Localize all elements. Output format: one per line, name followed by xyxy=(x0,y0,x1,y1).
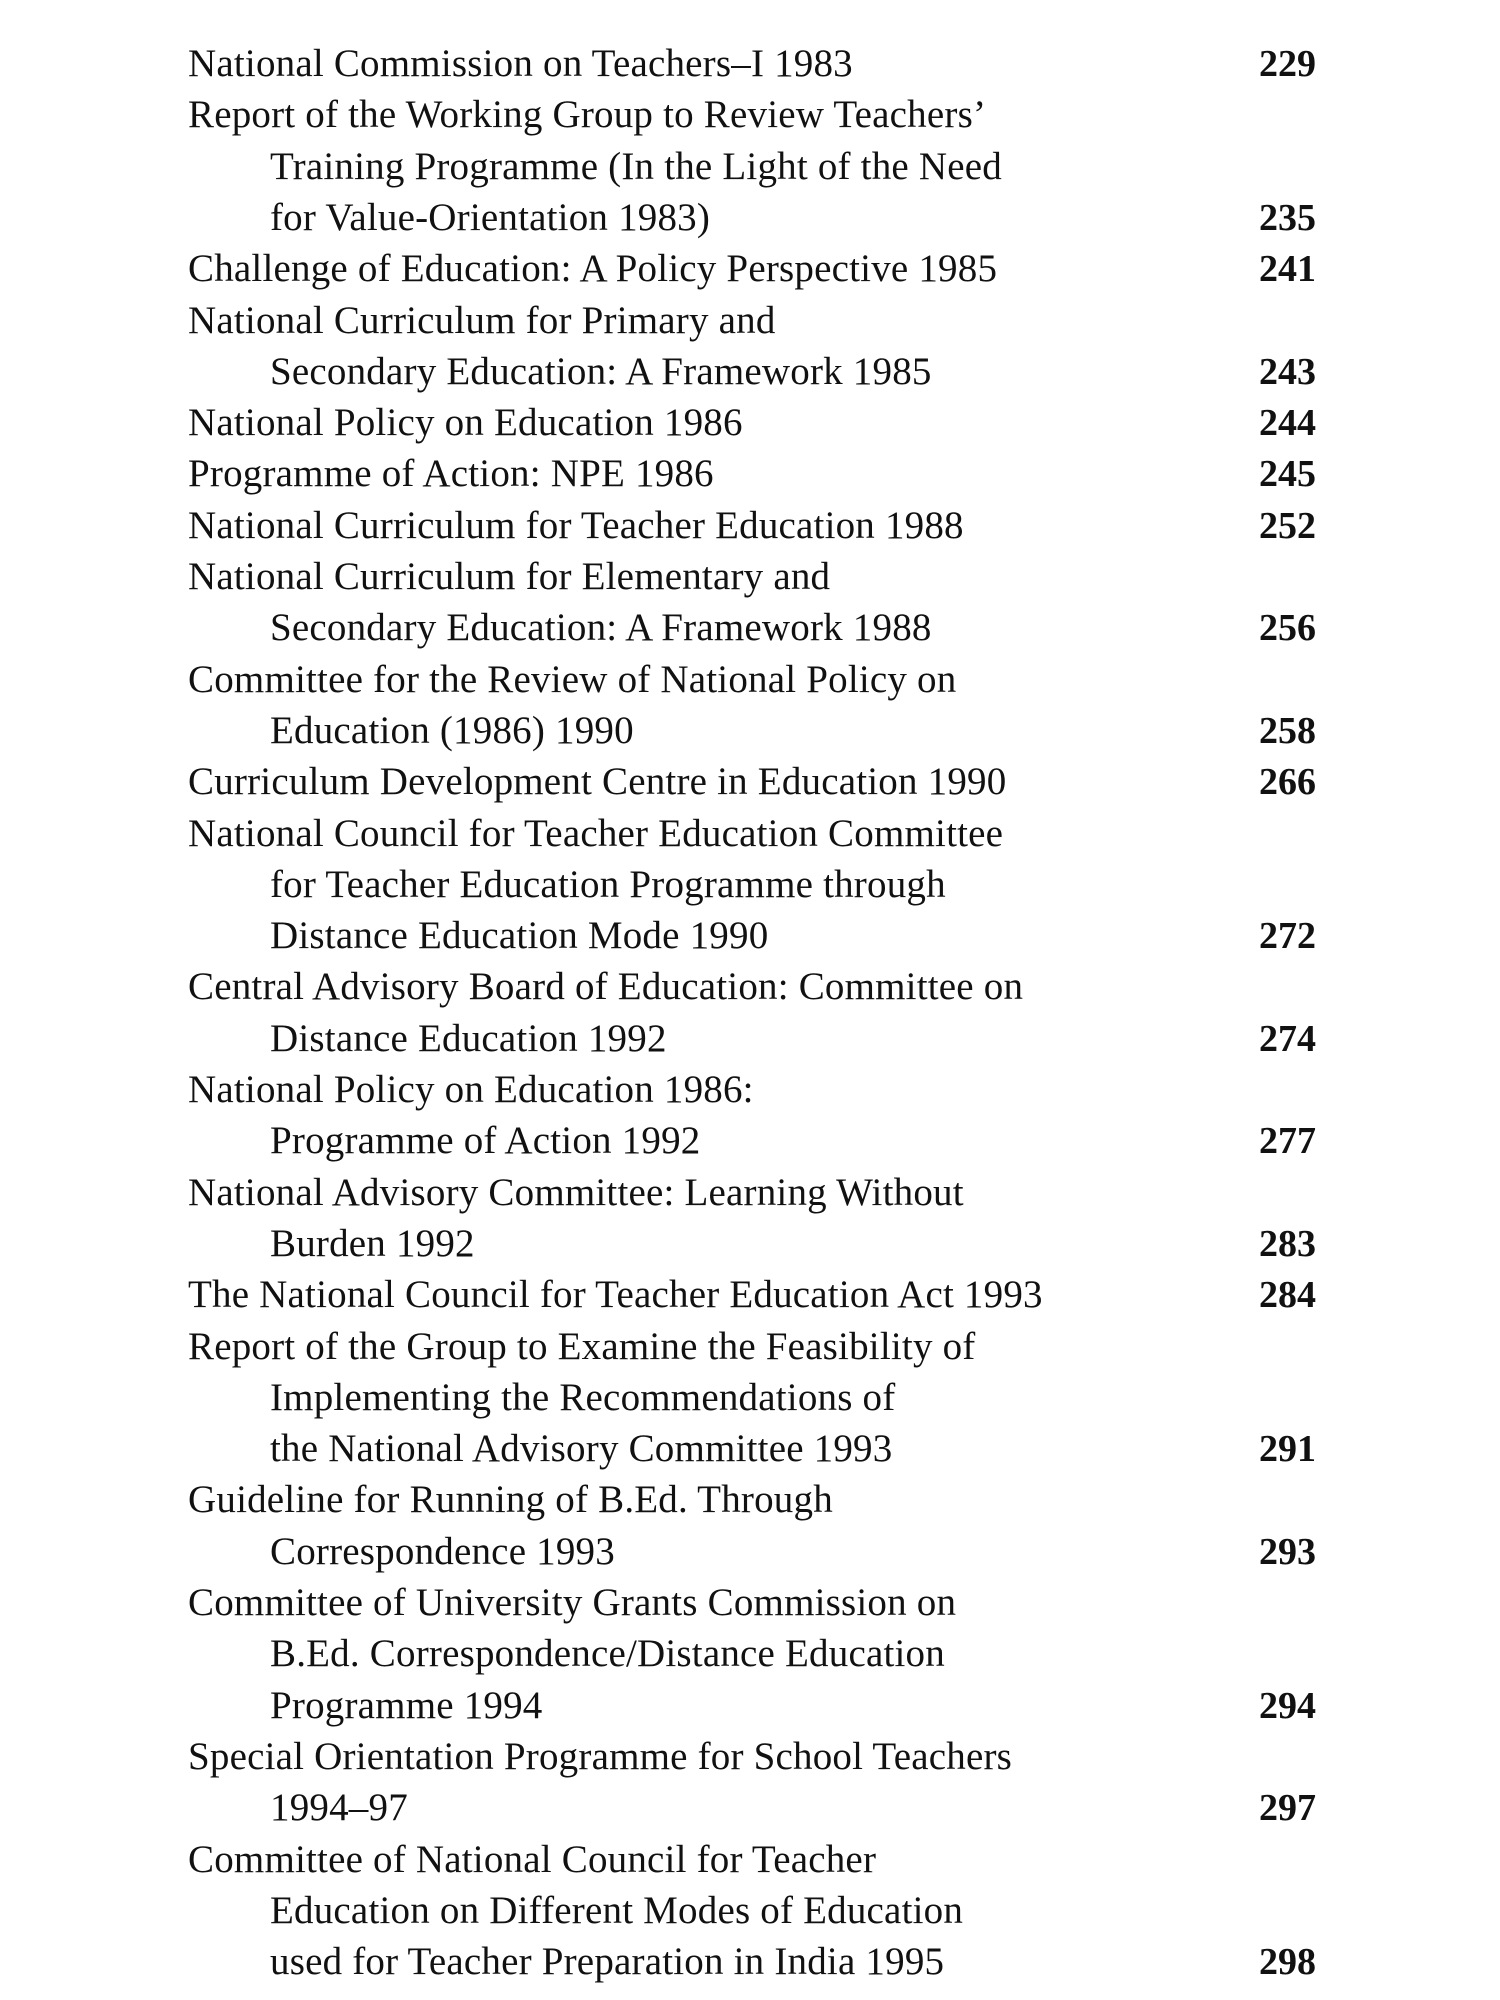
toc-entry-title: Programme of Action: NPE 1986 xyxy=(188,452,714,496)
toc-entry-title-continuation: Correspondence 1993 xyxy=(270,1529,615,1573)
toc-page-number: 283 xyxy=(1259,1222,1316,1265)
toc-entry-title-continuation: the National Advisory Committee 1993 xyxy=(270,1427,893,1471)
toc-entry xyxy=(188,1167,1338,1270)
toc-entry-title: National Curriculum for Elementary and xyxy=(188,555,831,598)
toc-entry-title-continuation: Distance Education Mode 1990 xyxy=(270,914,769,958)
toc-entry-title-continuation: Programme of Action 1992 xyxy=(270,1119,701,1163)
toc-entry xyxy=(188,1064,1338,1167)
toc-entry-title: Committee of University Grants Commission on xyxy=(188,1581,957,1624)
toc-entry-title: Central Advisory Board of Education: Committee on xyxy=(188,965,1024,1009)
toc-entry xyxy=(188,295,1338,398)
toc-page-number: 252 xyxy=(1259,504,1316,547)
toc-page-number: 284 xyxy=(1259,1274,1316,1317)
toc-page-number: 277 xyxy=(1259,1120,1316,1163)
toc-entry-title-continuation: Distance Education 1992 xyxy=(270,1016,667,1060)
toc-entry xyxy=(188,1474,1338,1577)
toc-entry xyxy=(188,808,1338,962)
toc-entry-title: Challenge of Education: A Policy Perspective 1985 xyxy=(188,247,998,291)
toc-page-number: 235 xyxy=(1259,196,1316,239)
toc-page-number: 291 xyxy=(1259,1428,1316,1471)
toc-entry xyxy=(188,1577,1338,1731)
toc-entry-title-continuation: 1994–97 xyxy=(270,1786,408,1830)
toc-entry-title-continuation: Education (1986) 1990 xyxy=(270,708,634,752)
toc-entry-title-continuation: Education on Different Modes of Education xyxy=(270,1888,964,1932)
toc-entry-title: Report of the Group to Examine the Feasibility of xyxy=(188,1324,976,1368)
toc-entry xyxy=(188,961,1338,1064)
toc-page-number: 266 xyxy=(1259,761,1316,804)
toc-entry-title: Guideline for Running of B.Ed. Through xyxy=(188,1478,833,1522)
toc-entry xyxy=(188,1321,1338,1475)
toc-page-number: 256 xyxy=(1259,607,1316,650)
toc-entry-title-continuation: Implementing the Recommendations of xyxy=(270,1375,896,1419)
toc-entry-title-continuation: Burden 1992 xyxy=(270,1221,475,1265)
toc-entry-title: National Curriculum for Primary and xyxy=(188,298,776,342)
toc-entry-title: Report of the Working Group to Review Teachers’ xyxy=(188,93,987,137)
toc-entry-title: National Curriculum for Teacher Education 1988 xyxy=(188,503,964,547)
toc-entry-title: National Policy on Education 1986 xyxy=(188,401,743,445)
toc-entry-title: National Council for Teacher Education Committee xyxy=(188,811,1004,855)
toc-page-number: 294 xyxy=(1259,1684,1316,1727)
toc-entry-title-continuation: Training Programme (In the Light of the Need xyxy=(270,144,1002,188)
toc-page-number: 244 xyxy=(1259,402,1316,445)
toc-entry-title: Curriculum Development Centre in Education 1990 xyxy=(188,760,1007,804)
toc-entry-title-continuation: for Teacher Education Programme through xyxy=(270,862,946,906)
toc-entry xyxy=(188,397,1338,448)
toc-entry xyxy=(188,756,1338,807)
toc-page-number: 293 xyxy=(1259,1530,1316,1573)
toc-entry xyxy=(188,89,1338,243)
toc-entry-title: Committee for the Review of National Policy on xyxy=(188,657,957,701)
toc-entry xyxy=(188,38,1338,89)
toc-entry-title-continuation: for Value-Orientation 1983) xyxy=(270,195,711,239)
toc-page-number: 229 xyxy=(1259,43,1316,85)
toc-page-number: 272 xyxy=(1259,915,1316,958)
toc-entry xyxy=(188,1731,1338,1834)
toc-entry xyxy=(188,654,1338,757)
table-of-contents xyxy=(188,38,1338,1988)
toc-entry xyxy=(188,448,1338,499)
toc-entry-title: The National Council for Teacher Education Act 1993 xyxy=(188,1273,1043,1317)
toc-page-number: 243 xyxy=(1259,350,1316,393)
toc-entry xyxy=(188,1834,1338,1988)
toc-entry-title: National Policy on Education 1986: xyxy=(188,1068,754,1111)
toc-entry-title: National Advisory Committee: Learning Without xyxy=(188,1170,964,1214)
toc-page-number: 258 xyxy=(1259,709,1316,752)
toc-page-number: 245 xyxy=(1259,453,1316,496)
toc-page-number: 298 xyxy=(1259,1941,1316,1984)
toc-page-number: 241 xyxy=(1259,248,1316,291)
toc-entry-title-continuation: Programme 1994 xyxy=(270,1683,543,1727)
toc-entry-title-continuation: Secondary Education: A Framework 1985 xyxy=(270,349,932,393)
toc-entry-title: Special Orientation Programme for School Teachers xyxy=(188,1734,1013,1778)
toc-entry-title-continuation: Secondary Education: A Framework 1988 xyxy=(270,606,932,650)
toc-page-number: 297 xyxy=(1259,1787,1316,1830)
toc-entry-title-continuation: used for Teacher Preparation in India 1995 xyxy=(270,1940,945,1984)
toc-entry xyxy=(188,500,1338,551)
toc-entry xyxy=(188,551,1338,654)
toc-entry-title: Committee of National Council for Teacher xyxy=(188,1837,877,1881)
toc-page-number: 274 xyxy=(1259,1017,1316,1060)
toc-entry xyxy=(188,1269,1338,1320)
toc-entry-title: National Commission on Teachers–I 1983 xyxy=(188,42,853,85)
toc-entry xyxy=(188,243,1338,294)
toc-entry-title-continuation: B.Ed. Correspondence/Distance Education xyxy=(270,1632,945,1676)
